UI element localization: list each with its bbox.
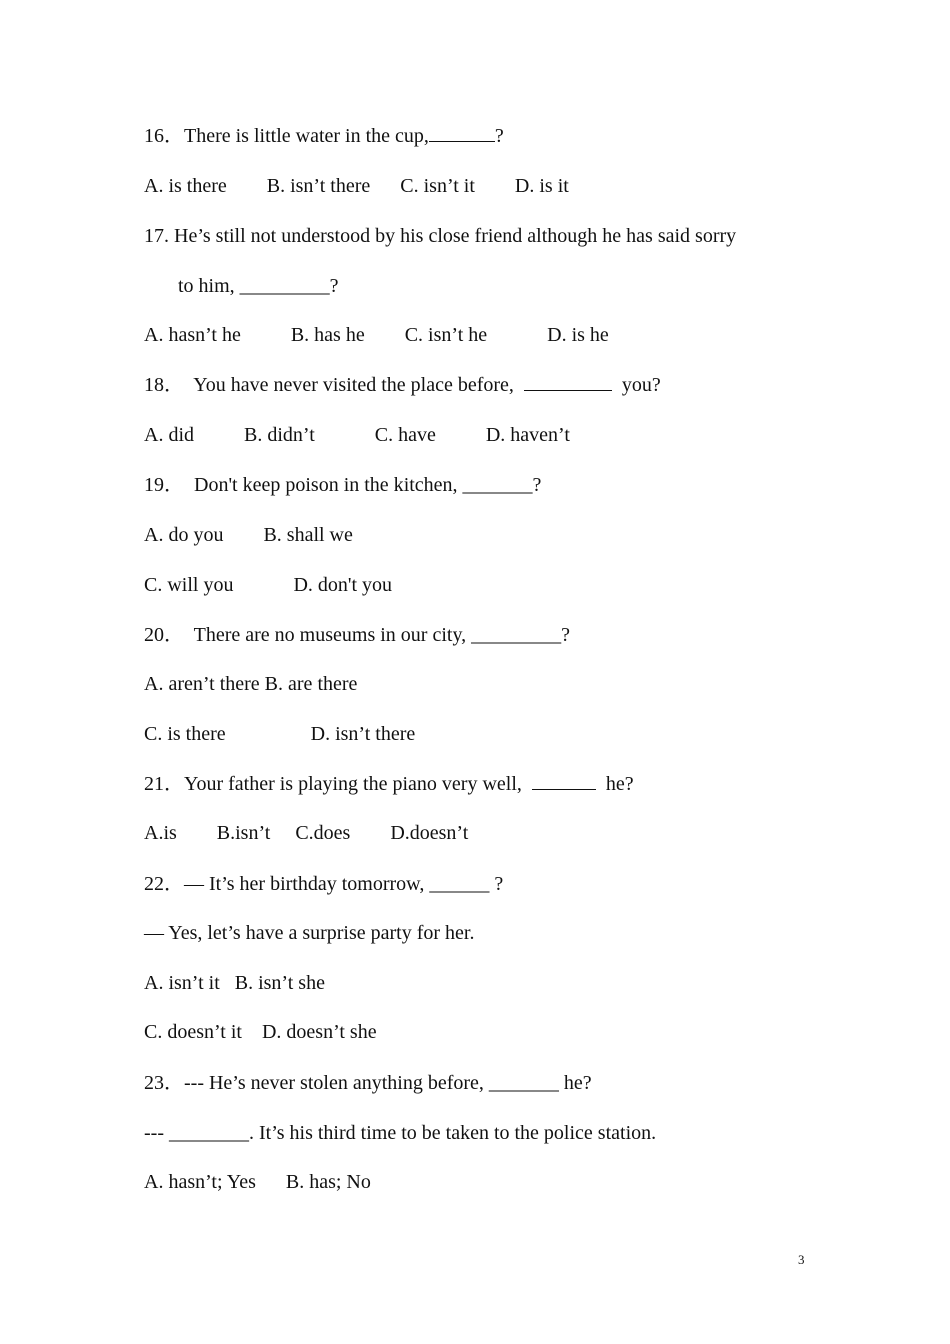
question-17-continued: to him, _________? xyxy=(178,275,339,297)
question-17-options: A. hasn’t he B. has he C. isn’t he D. is he xyxy=(144,324,609,346)
question-19-options-ab: A. do you B. shall we xyxy=(144,524,353,546)
question-20-options-ab: A. aren’t there B. are there xyxy=(144,673,358,695)
question-20-options-cd: C. is there D. isn’t there xyxy=(144,723,416,745)
page-number: 3 xyxy=(798,1252,805,1267)
question-23-reply: --- ________. It’s his third time to be taken to the police station. xyxy=(144,1122,657,1144)
question-23: 23．--- He’s never stolen anything before, _______ he? xyxy=(144,1072,592,1094)
answer-blank xyxy=(532,773,596,790)
question-17: 17. He’s still not understood by his close friend although he has said sorry xyxy=(144,225,737,247)
question-20: 20． There are no museums in our city, _________? xyxy=(144,624,571,646)
question-22-options-ab: A. isn’t it B. isn’t she xyxy=(144,972,325,994)
question-18-text: 18． You have never visited the place before, xyxy=(144,374,524,396)
answer-blank xyxy=(429,125,495,142)
question-22-reply: — Yes, let’s have a surprise party for her. xyxy=(144,922,475,944)
question-18 xyxy=(144,373,661,397)
question-23-options: A. hasn’t; Yes B. has; No xyxy=(144,1171,371,1193)
question-16-options: A. is there B. isn’t there C. isn’t it D. is it xyxy=(144,175,569,197)
question-16-text: 16．There is little water in the cup, xyxy=(144,125,429,147)
question-22-options-cd: C. doesn’t it D. doesn’t she xyxy=(144,1021,377,1043)
question-21 xyxy=(144,772,634,796)
question-22: 22．— It’s her birthday tomorrow, ______ ? xyxy=(144,873,504,895)
question-21-text: 21．Your father is playing the piano very well, xyxy=(144,773,532,795)
question-16-end: ? xyxy=(494,125,504,147)
question-18-options: A. did B. didn’t C. have D. haven’t xyxy=(144,424,570,446)
question-19: 19． Don't keep poison in the kitchen, _______? xyxy=(144,474,542,496)
question-16 xyxy=(144,124,504,148)
question-18-end: you? xyxy=(611,374,661,396)
question-19-options-cd: C. will you D. don't you xyxy=(144,574,393,596)
answer-blank xyxy=(524,374,612,391)
question-21-options: A.is B.isn’t C.does D.doesn’t xyxy=(144,822,469,844)
question-21-end: he? xyxy=(595,773,634,795)
